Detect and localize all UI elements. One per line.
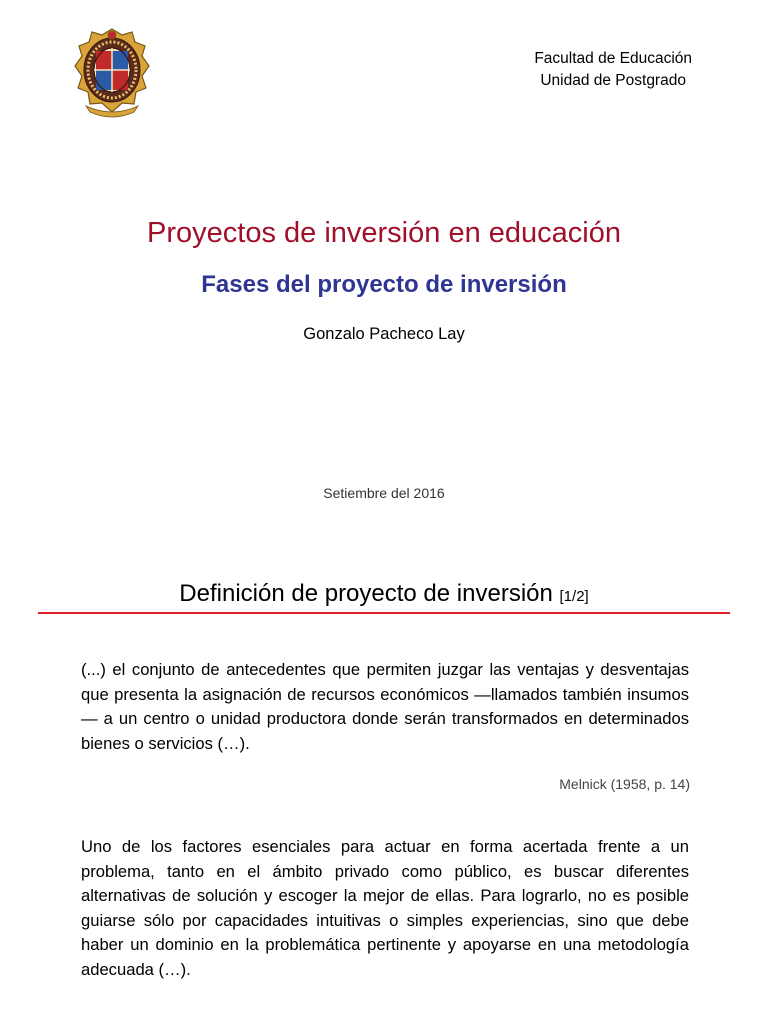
author-name: Gonzalo Pacheco Lay bbox=[303, 325, 465, 343]
definition-quote: (...) el conjunto de antecedentes que permiten juzgar las ventajas y desventajas que presenta la asignación de recursos económicos —llamados también insumos— a un centro o unidad productora donde serán transformados en determinados bienes o servicios (…). bbox=[81, 660, 689, 753]
faculty-header bbox=[534, 48, 692, 92]
publication-date: Setiembre del 2016 bbox=[323, 485, 445, 501]
quote-citation: Melnick (1958, p. 14) bbox=[559, 776, 690, 792]
section-title-text: Definición de proyecto de inversión bbox=[179, 580, 553, 607]
body-paragraph: Uno de los factores esenciales para actuar en forma acertada frente a un problema, tanto en el ámbito privado como público, es buscar diferentes alternativas de solución y escoger la mejor de ellas. Para lograrlo, no es posible guiarse sólo por capacidades intuitivas o simples experiencias, sino que debe haber un dominio en la problemática pertinente y apoyarse en una metodología adecuada (…). bbox=[81, 837, 689, 979]
section-divider bbox=[38, 612, 730, 614]
postgraduate-unit: Unidad de Postgrado bbox=[540, 72, 686, 89]
university-seal-icon bbox=[72, 26, 152, 120]
page-title: Proyectos de inversión en educación bbox=[147, 217, 621, 249]
section-page-index: [1/2] bbox=[559, 588, 589, 605]
faculty-name: Facultad de Educación bbox=[534, 50, 692, 67]
page-subtitle: Fases del proyecto de inversión bbox=[201, 271, 567, 298]
section-title bbox=[0, 577, 768, 614]
